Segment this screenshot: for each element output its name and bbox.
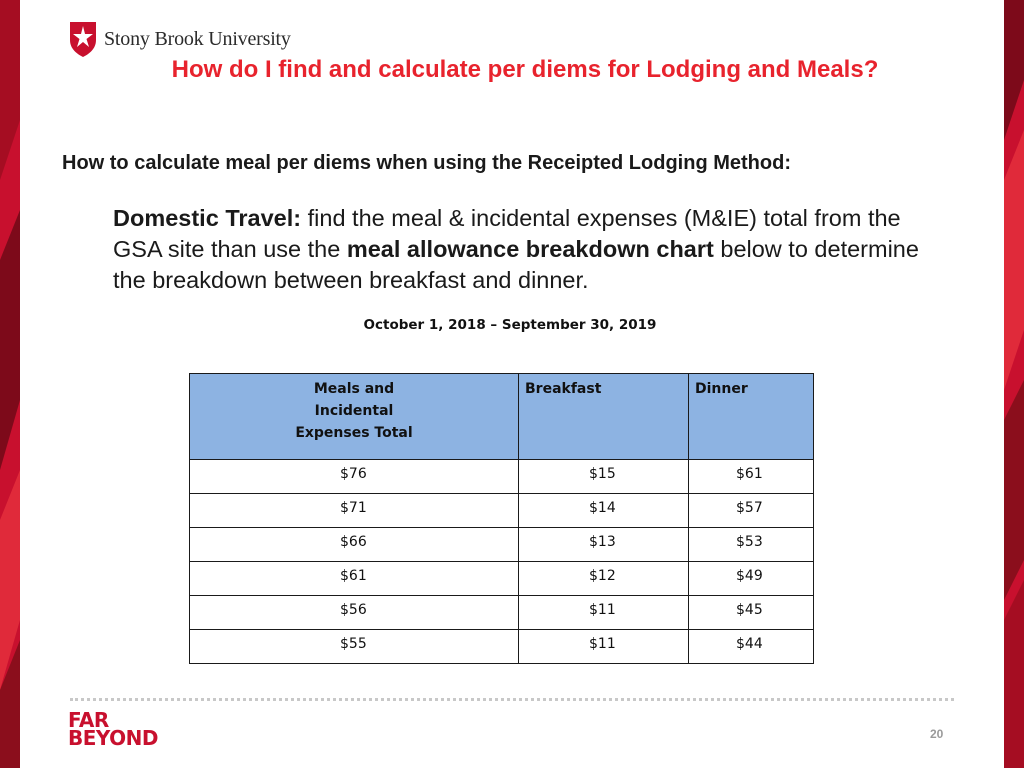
cell-dinner: $53 — [689, 528, 814, 562]
table-header-row — [190, 374, 814, 460]
table-row — [190, 630, 814, 664]
cell-mie-total: $56 — [190, 596, 519, 630]
paragraph-lead: Domestic Travel: — [113, 205, 302, 231]
cell-mie-total: $61 — [190, 562, 519, 596]
cell-breakfast: $11 — [519, 630, 689, 664]
cell-mie-total: $76 — [190, 460, 519, 494]
wordmark-line-beyond: BEYOND — [68, 726, 159, 750]
table-row — [190, 494, 814, 528]
table-row — [190, 460, 814, 494]
left-decorative-band — [0, 0, 20, 768]
cell-dinner: $57 — [689, 494, 814, 528]
footer-divider — [70, 698, 954, 701]
cell-dinner: $49 — [689, 562, 814, 596]
header-breakfast: Breakfast — [519, 374, 689, 460]
far-beyond-wordmark — [68, 708, 159, 750]
paragraph-bold-mid: meal allowance breakdown chart — [346, 236, 714, 262]
cell-dinner: $44 — [689, 630, 814, 664]
cell-mie-total: $66 — [190, 528, 519, 562]
header-mie-total: Meals and Incidental Expenses Total — [190, 374, 519, 460]
paragraph-part2: below to determine the breakdown between breakfast and dinner. — [113, 236, 919, 293]
cell-mie-total: $71 — [190, 494, 519, 528]
table-row — [190, 528, 814, 562]
cell-breakfast: $12 — [519, 562, 689, 596]
wordmark-line-far: FAR — [68, 708, 109, 732]
cell-breakfast: $13 — [519, 528, 689, 562]
slide-title: How do I find and calculate per diems for Lodging and Meals? — [171, 56, 879, 83]
cell-mie-total: $55 — [190, 630, 519, 664]
page-number: 20 — [930, 727, 944, 741]
cell-breakfast: $11 — [519, 596, 689, 630]
cell-dinner: $45 — [689, 596, 814, 630]
cell-breakfast: $14 — [519, 494, 689, 528]
date-range: October 1, 2018 – September 30, 2019 — [363, 317, 657, 333]
meal-allowance-table — [189, 373, 814, 664]
header-dinner: Dinner — [689, 374, 814, 460]
right-decorative-band — [1004, 0, 1024, 768]
domestic-travel-paragraph — [113, 203, 943, 296]
university-name: Stony Brook University — [104, 27, 291, 50]
cell-breakfast: $15 — [519, 460, 689, 494]
table-row — [190, 596, 814, 630]
paragraph-part1: find the meal & incidental expenses (M&IE) total from the GSA site than use the — [113, 205, 901, 262]
cell-dinner: $61 — [689, 460, 814, 494]
table-row — [190, 562, 814, 596]
stony-brook-shield-icon — [68, 20, 98, 58]
section-heading: How to calculate meal per diems when using the Receipted Lodging Method: — [62, 152, 791, 174]
